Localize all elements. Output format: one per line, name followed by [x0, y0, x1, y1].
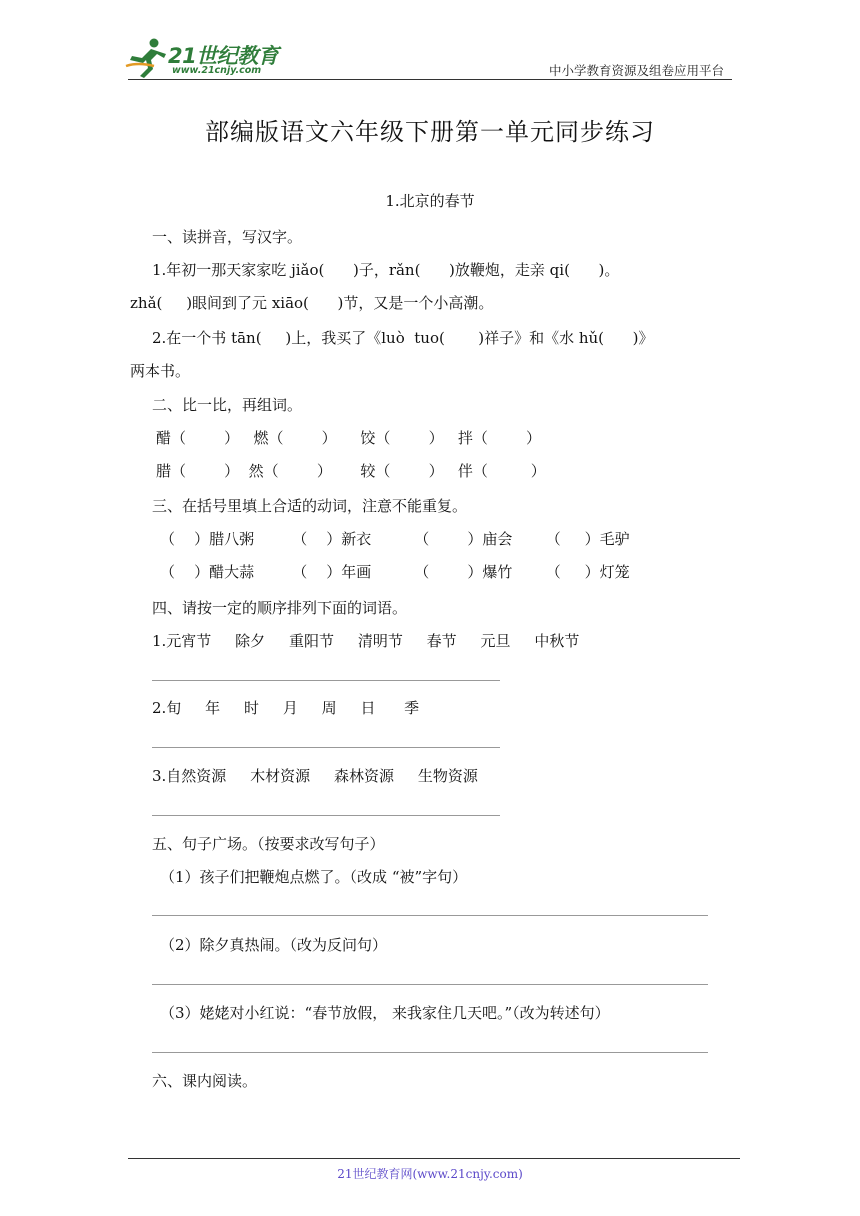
question-1-line-2: zhǎ( )眼间到了元 xiāo( )节，又是一个小高潮。 [130, 294, 494, 312]
answer-line[interactable] [152, 815, 500, 816]
compare-row-1: 醋（ ） 燃（ ） 饺（ ） 拌（ ） [156, 429, 542, 447]
header-tagline: 中小学教育资源及组卷应用平台 [548, 63, 724, 78]
question-2-line: 2.在一个书 tān( )上，我买了《luò tuo( )祥子》和《水 hǔ( )》 [152, 329, 654, 347]
runner-logo-icon [124, 36, 170, 80]
rewrite-item-1: （1）孩子们把鞭炮点燃了。（改成 “被”字句） [160, 868, 468, 886]
verb-row-2: （ ）醋大蒜 （ ）年画 （ ）爆竹 （ ）灯笼 [160, 563, 630, 581]
answer-line[interactable] [152, 747, 500, 748]
section-4-heading: 四、请按一定的顺序排列下面的词语。 [152, 599, 408, 617]
answer-line[interactable] [152, 680, 500, 681]
answer-line[interactable] [152, 1052, 708, 1053]
logo-url: www.21cnjy.com [172, 65, 262, 76]
answer-line[interactable] [152, 915, 708, 916]
section-5-heading: 五、句子广场。（按要求改写句子） [152, 835, 385, 853]
rewrite-item-2: （2）除夕真热闹。（改为反问句） [160, 936, 388, 954]
footer-divider [128, 1158, 740, 1159]
page-title: 部编版语文六年级下册第一单元同步练习 [205, 118, 655, 146]
rewrite-item-3: （3）姥姥对小红说：“春节放假， 来我家住几天吧。”（改为转述句） [160, 1004, 610, 1022]
question-1-line: 1.年初一那天家家吃 jiǎo( )子，rǎn( )放鞭炮，走亲 qi( )。 [152, 261, 620, 279]
order-item-2: 2.旬 年 时 月 周 日 季 [152, 699, 420, 717]
header-divider [128, 79, 732, 80]
lesson-title: 1.北京的春节 [385, 192, 475, 210]
footer-link[interactable]: 21世纪教育网(www.21cnjy.com) [337, 1167, 523, 1181]
section-2-heading: 二、比一比，再组词。 [152, 396, 303, 414]
answer-line[interactable] [152, 984, 708, 985]
verb-row-1: （ ）腊八粥 （ ）新衣 （ ）庙会 （ ）毛驴 [160, 530, 630, 548]
order-item-3: 3.自然资源 木材资源 森林资源 生物资源 [152, 767, 478, 785]
question-2-line-2: 两本书。 [130, 362, 191, 380]
logo-text: 21世纪教育 [168, 44, 279, 68]
compare-row-2: 腊（ ） 然（ ） 较（ ） 伴（ ） [156, 462, 546, 480]
section-6-heading: 六、课内阅读。 [152, 1072, 258, 1090]
section-1-heading: 一、读拼音，写汉字。 [152, 228, 303, 246]
site-logo [124, 36, 294, 80]
section-3-heading: 三、在括号里填上合适的动词，注意不能重复。 [152, 497, 468, 515]
order-item-1: 1.元宵节 除夕 重阳节 清明节 春节 元旦 中秋节 [152, 632, 580, 650]
